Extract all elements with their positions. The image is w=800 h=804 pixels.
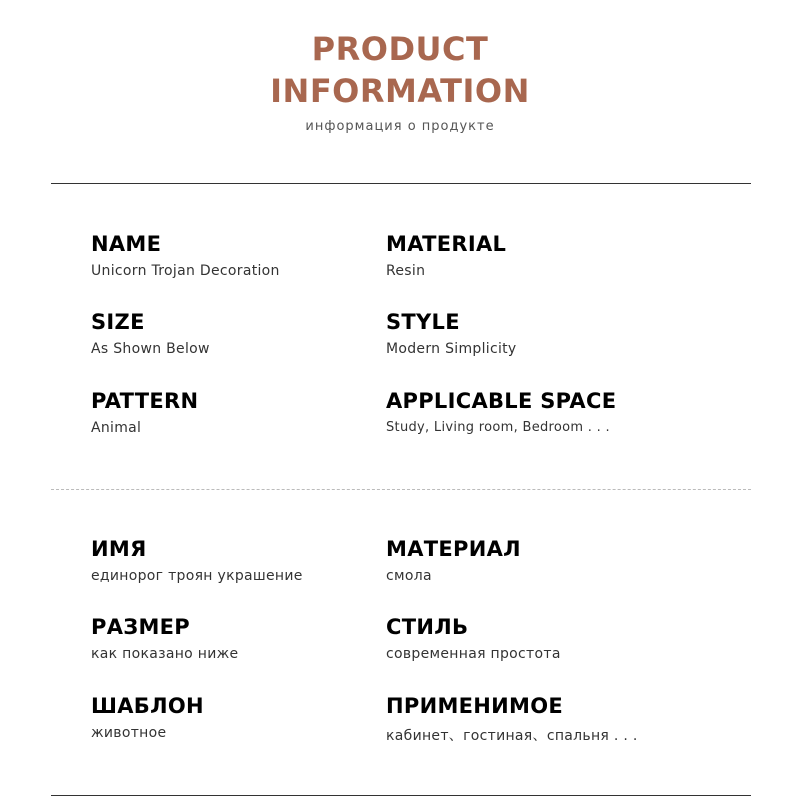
spec-applicable-space <box>386 388 616 435</box>
top-divider <box>51 183 751 184</box>
section-divider <box>51 489 751 490</box>
spec-applicable-space-ru <box>386 693 638 745</box>
page-subtitle: информация о продукте <box>305 119 495 134</box>
spec-value: современная простота <box>386 646 561 662</box>
spec-label: MATERIAL <box>386 232 507 256</box>
spec-label: СТИЛЬ <box>386 615 469 639</box>
page-title-line1: PRODUCT <box>311 30 489 68</box>
spec-value: As Shown Below <box>91 341 210 357</box>
spec-name <box>91 231 280 279</box>
bottom-divider <box>51 795 751 796</box>
spec-label: STYLE <box>386 310 460 334</box>
spec-value: кабинет、гостиная、спальня . . . <box>386 728 638 744</box>
spec-pattern-ru <box>91 693 204 741</box>
spec-value: смола <box>386 568 432 584</box>
spec-label: APPLICABLE SPACE <box>386 389 617 413</box>
spec-label: РАЗМЕР <box>91 615 190 639</box>
spec-label: SIZE <box>91 310 145 334</box>
spec-pattern <box>91 388 198 436</box>
spec-value: Resin <box>386 263 426 279</box>
spec-value: животное <box>91 725 167 741</box>
spec-value: Modern Simplicity <box>386 341 517 357</box>
spec-label: ШАБЛОН <box>91 694 204 718</box>
spec-style <box>386 309 517 357</box>
spec-label: МАТЕРИАЛ <box>386 537 521 561</box>
spec-label: ИМЯ <box>91 537 147 561</box>
spec-value: Study, Living room, Bedroom . . . <box>386 420 610 435</box>
spec-value: Unicorn Trojan Decoration <box>91 263 280 279</box>
spec-label: NAME <box>91 232 162 256</box>
spec-size-ru <box>91 614 238 662</box>
page-title-line2: INFORMATION <box>270 72 530 110</box>
spec-material <box>386 231 506 279</box>
spec-material-ru <box>386 536 521 584</box>
spec-value: как показано ниже <box>91 646 239 662</box>
spec-style-ru <box>386 614 561 662</box>
spec-name-ru <box>91 536 303 584</box>
spec-value: Animal <box>91 420 142 436</box>
spec-value: единорог троян украшение <box>91 568 303 584</box>
spec-label: ПРИМЕНИМОЕ <box>386 694 564 718</box>
spec-size <box>91 309 210 357</box>
spec-label: PATTERN <box>91 389 199 413</box>
